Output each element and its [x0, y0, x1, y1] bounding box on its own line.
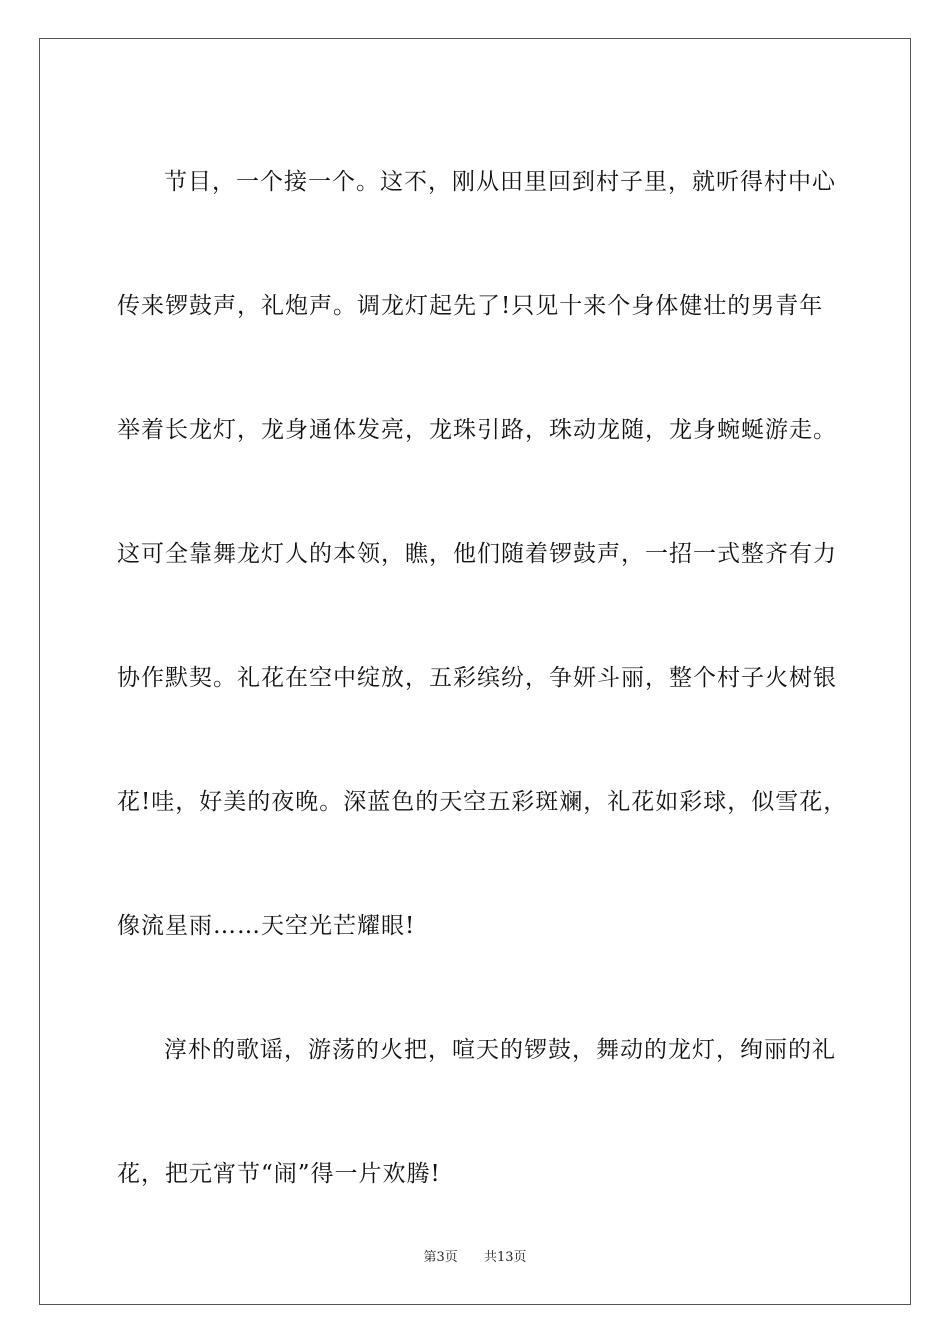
document-body — [117, 128, 857, 1267]
page-footer — [0, 1246, 950, 1265]
page-number-current: 第3页 — [423, 1250, 458, 1265]
page-number-total: 共13页 — [484, 1250, 527, 1265]
paragraph-line: 淳朴的歌谣，游荡的火把，喧天的锣鼓，舞动的龙灯，绚丽的礼 — [164, 1037, 836, 1063]
paragraph-line: 协作默契。礼花在空中绽放，五彩缤纷，争妍斗丽，整个村子火树银 — [117, 665, 837, 691]
paragraph-line: 举着长龙灯，龙身通体发亮，龙珠引路，珠动龙随，龙身蜿蜒游走。 — [117, 417, 837, 443]
paragraph-line: 传来锣鼓声，礼炮声。调龙灯起先了!只见十来个身体健壮的男青年 — [117, 293, 824, 319]
paragraph-line: 这可全靠舞龙灯人的本领，瞧，他们随着锣鼓声，一招一式整齐有力 — [117, 541, 837, 567]
paragraph-line: 节目，一个接一个。这不，刚从田里回到村子里，就听得村中心 — [164, 169, 836, 195]
paragraph-line: 花!哇，好美的夜晚。深蓝色的天空五彩斑斓，礼花如彩球，似雪花， — [117, 789, 848, 815]
paragraph-line: 花，把元宵节“闹”得一片欢腾! — [117, 1161, 441, 1187]
paragraph-line: 像流星雨……天空光芒耀眼! — [117, 913, 416, 939]
